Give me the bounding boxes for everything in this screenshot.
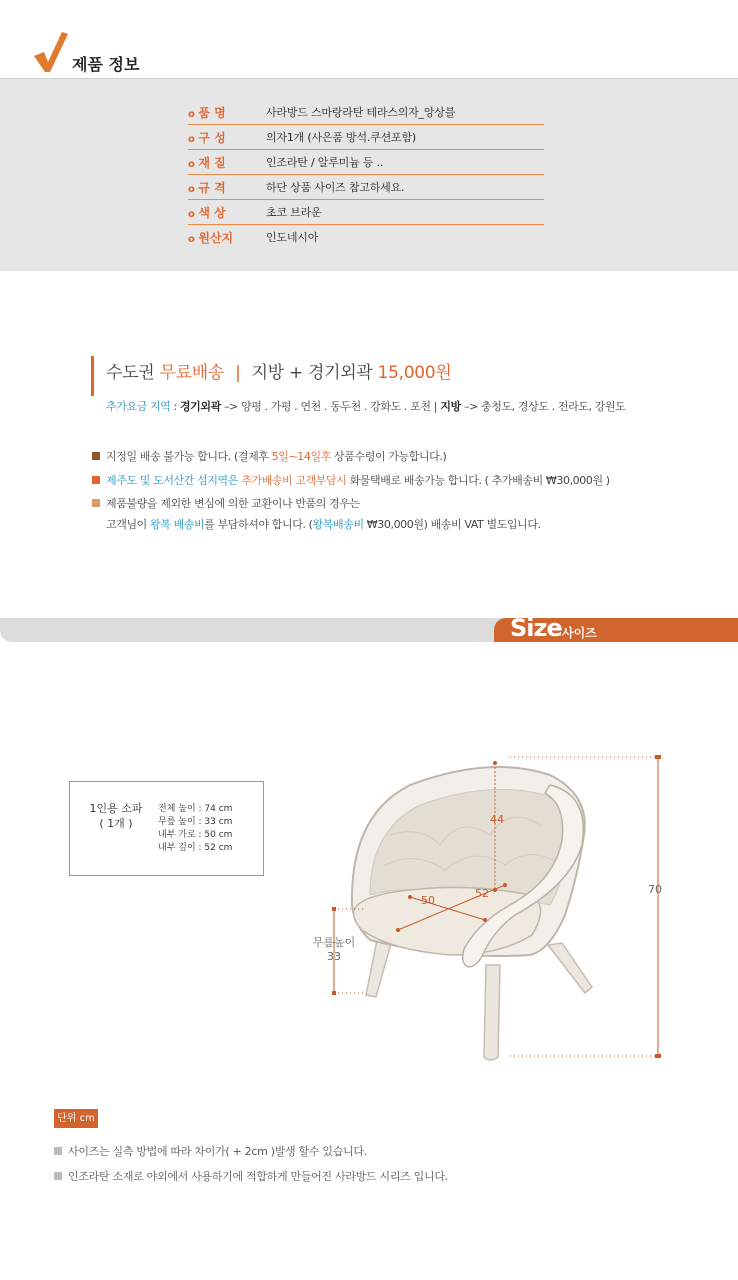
unit-badge: 단위 cm <box>54 1109 98 1128</box>
shipping-accent-bar <box>91 356 94 396</box>
note-return-policy: 제품불량을 제외한 변심에 의한 교환이나 반품의 경우는 <box>92 495 360 511</box>
size-banner-title: Size <box>510 614 562 642</box>
bullet-icon <box>92 499 100 507</box>
footer-note-measure: 사이즈는 실측 방법에 따라 차이가( + 2cm )발생 할수 있습니다. <box>54 1143 367 1159</box>
total-height-label: 70 <box>648 883 662 896</box>
info-row-name: o 품 명 사라방드 스마랑라탄 테라스의자_앙상블 <box>188 100 544 125</box>
size-banner-subtitle: 사이즈 <box>562 626 597 640</box>
inner-height-label: 44 <box>490 813 504 826</box>
info-row-origin: o 원산지 인도네시아 <box>188 225 544 250</box>
checkmark-icon <box>32 30 68 74</box>
info-row-composition: o 구 성 의자1개 (사은품 방석.쿠션포함) <box>188 125 544 150</box>
note-delivery-date: 지정일 배송 불가능 합니다. (결제후 5일~14일후 상품수령이 가능합니다.) <box>92 448 446 464</box>
product-info-panel <box>0 79 738 271</box>
bullet-icon <box>92 452 100 460</box>
info-row-material: o 재 질 인조라탄 / 알루미늄 등 .. <box>188 150 544 175</box>
bullet-icon <box>54 1172 62 1180</box>
note-return-fee: 고객님이 왕복 배송비를 부담하셔야 합니다. (왕복배송비 ₩30,000원) 배송비 VAT 별도입니다. <box>106 518 541 531</box>
note-island-shipping: 제주도 및 도서산간 섬지역은 추가배송비 고객부담시 화물택배로 배송가능 합니다. ( 추가배송비 ₩30,000원 ) <box>92 472 610 488</box>
info-row-spec: o 규 격 하단 상품 사이즈 참고하세요. <box>188 175 544 200</box>
info-row-color: o 색 상 초코 브라운 <box>188 200 544 225</box>
dimension-product-name: 1인용 소파 ( 1개 ) <box>89 802 143 830</box>
chair-illustration <box>300 745 680 1075</box>
section-title: 제품 정보 <box>72 55 140 74</box>
width-label: 50 <box>421 894 435 907</box>
extra-fee-regions: 추가요금 지역 : 경기외곽 –> 양평 . 가평 . 연천 . 동두천 . 강화도 . 포천 | 지방 –> 충청도, 경상도 . 전라도, 강원도 <box>106 400 626 413</box>
footer-note-material: 인조라탄 소재로 야외에서 사용하기에 적합하게 만들어진 사라방드 시리즈 입니다. <box>54 1168 448 1184</box>
shipping-headline: 수도권 무료배송 | 지방 + 경기외곽 15,000원 <box>106 363 452 383</box>
dimension-list: 전체 높이 : 74 cm 무릎 높이 : 33 cm 내부 가로 : 50 cm 내부 깊이 : 52 cm <box>158 804 233 853</box>
depth-label: 52 <box>475 887 489 900</box>
bullet-icon <box>54 1147 62 1155</box>
knee-height-label: 무릎높이 33 <box>312 936 356 963</box>
bullet-icon <box>92 476 100 484</box>
